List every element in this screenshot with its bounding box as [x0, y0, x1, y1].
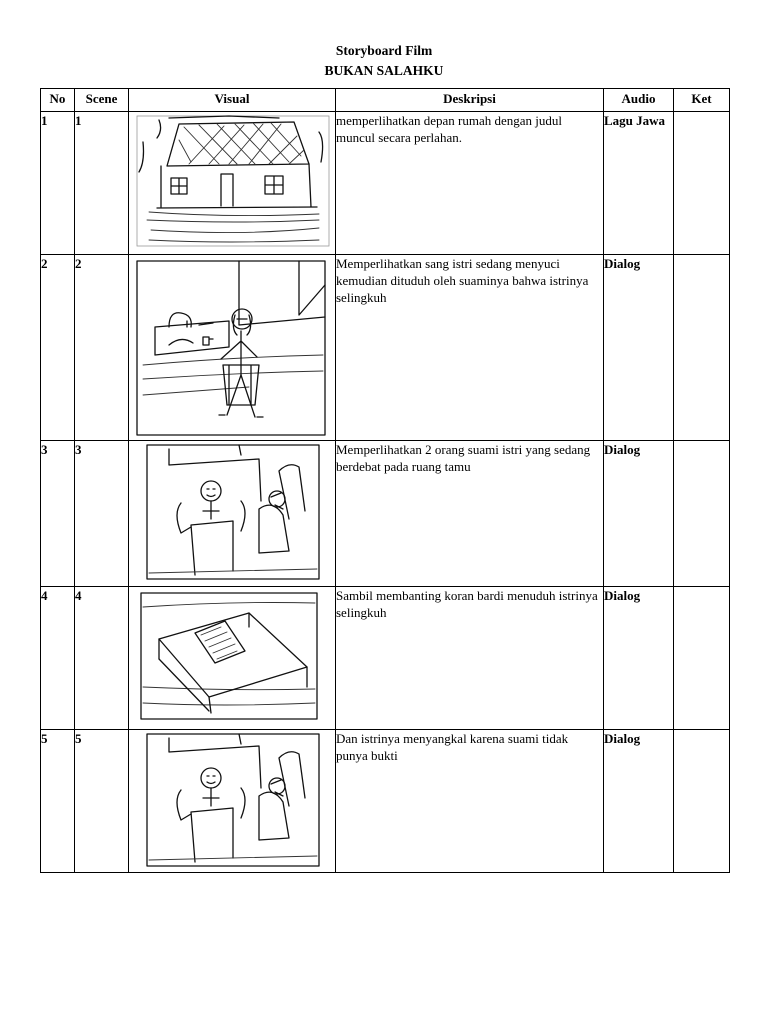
row-ket	[674, 255, 730, 441]
row-scene: 1	[75, 112, 129, 255]
row-no: 1	[41, 112, 75, 255]
row-scene: 3	[75, 441, 129, 587]
row-scene: 5	[75, 730, 129, 873]
row-deskripsi: memperlihatkan depan rumah dengan judul muncul secara perlahan.	[336, 112, 604, 255]
row-audio: Dialog	[604, 587, 674, 730]
row-scene: 2	[75, 255, 129, 441]
header-visual: Visual	[129, 89, 336, 112]
row-audio: Dialog	[604, 255, 674, 441]
document-subtitle: BUKAN SALAHKU	[324, 63, 444, 78]
visual-kitchen-sketch	[129, 255, 336, 441]
header-no: No	[41, 89, 75, 112]
row-ket	[674, 587, 730, 730]
table-header-row	[41, 89, 730, 112]
table-row	[41, 441, 730, 587]
table-row	[41, 730, 730, 873]
visual-living-room-sketch	[129, 730, 336, 873]
row-ket	[674, 441, 730, 587]
table-row	[41, 587, 730, 730]
row-no: 5	[41, 730, 75, 873]
row-deskripsi: Memperlihatkan sang istri sedang menyuci kemudian dituduh oleh suaminya bahwa istrinya selingkuh	[336, 255, 604, 441]
row-ket	[674, 730, 730, 873]
row-no: 2	[41, 255, 75, 441]
header-scene: Scene	[75, 89, 129, 112]
row-audio: Lagu Jawa	[604, 112, 674, 255]
storyboard-table	[40, 88, 730, 873]
visual-house-sketch	[129, 112, 336, 255]
row-no: 3	[41, 441, 75, 587]
header-ket: Ket	[674, 89, 730, 112]
row-deskripsi: Dan istrinya menyangkal karena suami tidak punya bukti	[336, 730, 604, 873]
visual-table-newspaper-sketch	[129, 587, 336, 730]
table-row	[41, 112, 730, 255]
row-audio: Dialog	[604, 730, 674, 873]
row-deskripsi: Sambil membanting koran bardi menuduh istrinya selingkuh	[336, 587, 604, 730]
header-audio: Audio	[604, 89, 674, 112]
document-title: Storyboard Film	[335, 43, 433, 58]
row-deskripsi: Memperlihatkan 2 orang suami istri yang sedang berdebat pada ruang tamu	[336, 441, 604, 587]
row-scene: 4	[75, 587, 129, 730]
visual-living-room-sketch	[129, 441, 336, 587]
header-deskripsi: Deskripsi	[336, 89, 604, 112]
table-row	[41, 255, 730, 441]
row-no: 4	[41, 587, 75, 730]
row-audio: Dialog	[604, 441, 674, 587]
row-ket	[674, 112, 730, 255]
